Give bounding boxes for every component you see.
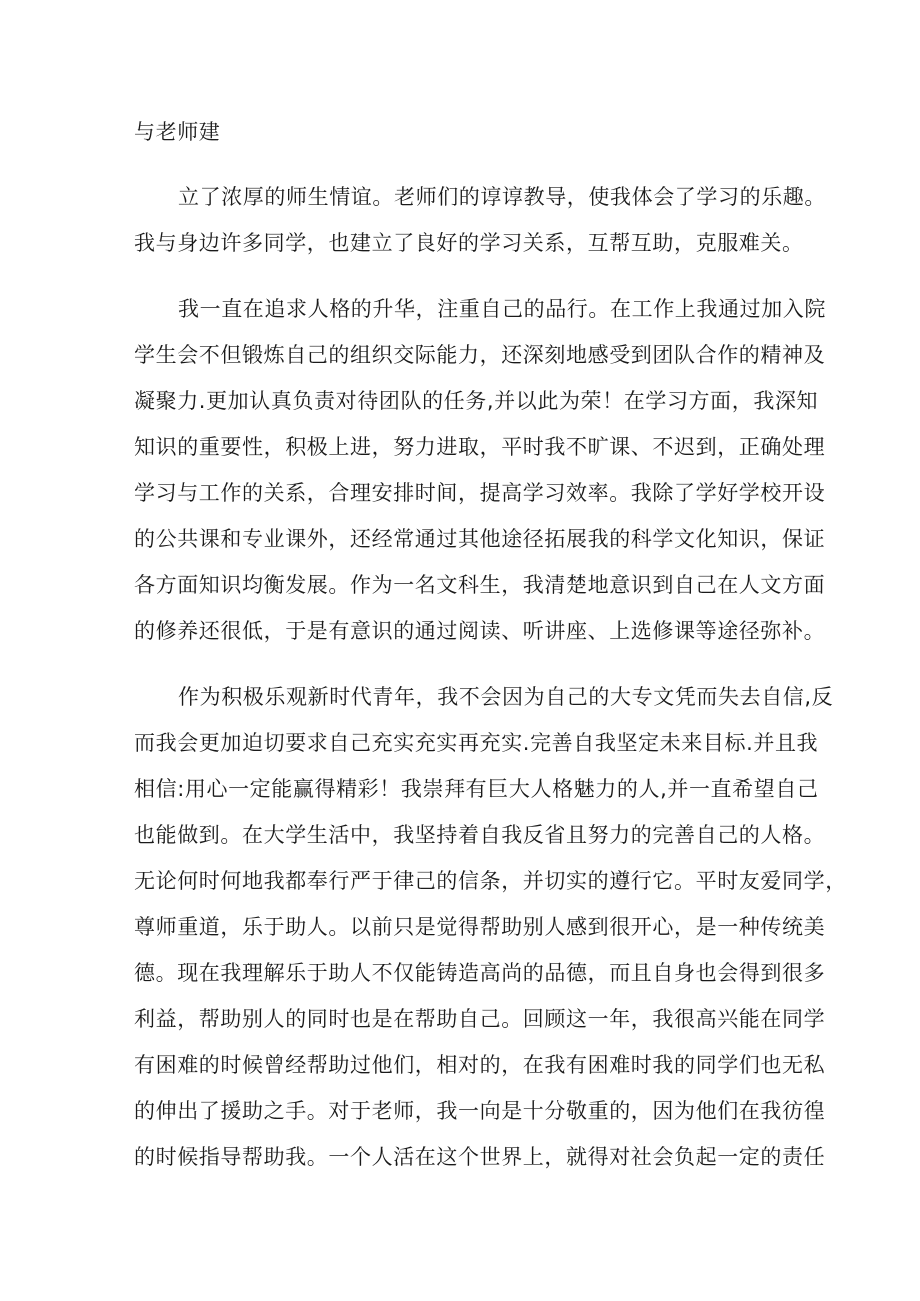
text-line: 学习与工作的关系，合理安排时间，提高学习效率。我除了学好学校开设 [134,481,826,505]
text-line: 的伸出了援助之手。对于老师，我一向是十分敬重的，因为他们在我彷徨 [134,1099,826,1123]
text-line: 知识的重要性，积极上进，努力进取，平时我不旷课、不迟到，正确处理 [134,435,826,459]
text-line: 无论何时何地我都奉行严于律己的信条，并切实的遵行它。平时友爱同学， [134,869,847,893]
text-line: 相信:用心一定能赢得精彩！我崇拜有巨大人格魅力的人,并一直希望自己 [134,777,819,801]
text-line: 的时候指导帮助我。一个人活在这个世界上，就得对社会负起一定的责任 [134,1145,826,1169]
text-line: 利益，帮助别人的同时也是在帮助自己。回顾这一年，我很高兴能在同学 [134,1007,826,1031]
paragraph-3-line: 作为积极乐观新时代青年，我不会因为自己的大专文凭而失去自信,反 [178,685,834,709]
text-line: 而我会更加迫切要求自己充实充实再充实.完善自我坚定未来目标.并且我 [134,731,819,755]
text-line: 有困难的时候曾经帮助过他们，相对的，在我有困难时我的同学们也无私 [134,1053,826,1077]
text-line: 各方面知识均衡发展。作为一名文科生，我清楚地意识到自己在人文方面 [134,573,826,597]
paragraph-2-line: 我一直在追求人格的升华，注重自己的品行。在工作上我通过加入院 [178,297,826,321]
text-line: 的公共课和专业课外，还经常通过其他途径拓展我的科学文化知识，保证 [134,527,826,551]
paragraph-1-line: 立了浓厚的师生情谊。老师们的谆谆教导，使我体会了学习的乐趣。 [178,185,826,209]
text-line: 与老师建 [134,120,221,144]
text-line: 的修养还很低，于是有意识的通过阅读、听讲座、上选修课等途径弥补。 [134,619,826,643]
text-line: 凝聚力.更加认真负责对待团队的任务,并以此为荣！在学习方面，我深知 [134,389,819,413]
text-line: 我与身边许多同学，也建立了良好的学习关系，互帮互助，克服难关。 [134,231,804,255]
text-line: 德。现在我理解乐于助人不仅能铸造高尚的品德，而且自身也会得到很多 [134,961,826,985]
text-line: 尊师重道，乐于助人。以前只是觉得帮助别人感到很开心，是一种传统美 [134,915,826,939]
text-line: 学生会不但锻炼自己的组织交际能力，还深刻地感受到团队合作的精神及 [134,343,826,367]
text-line: 也能做到。在大学生活中，我坚持着自我反省且努力的完善自己的人格。 [134,823,826,847]
